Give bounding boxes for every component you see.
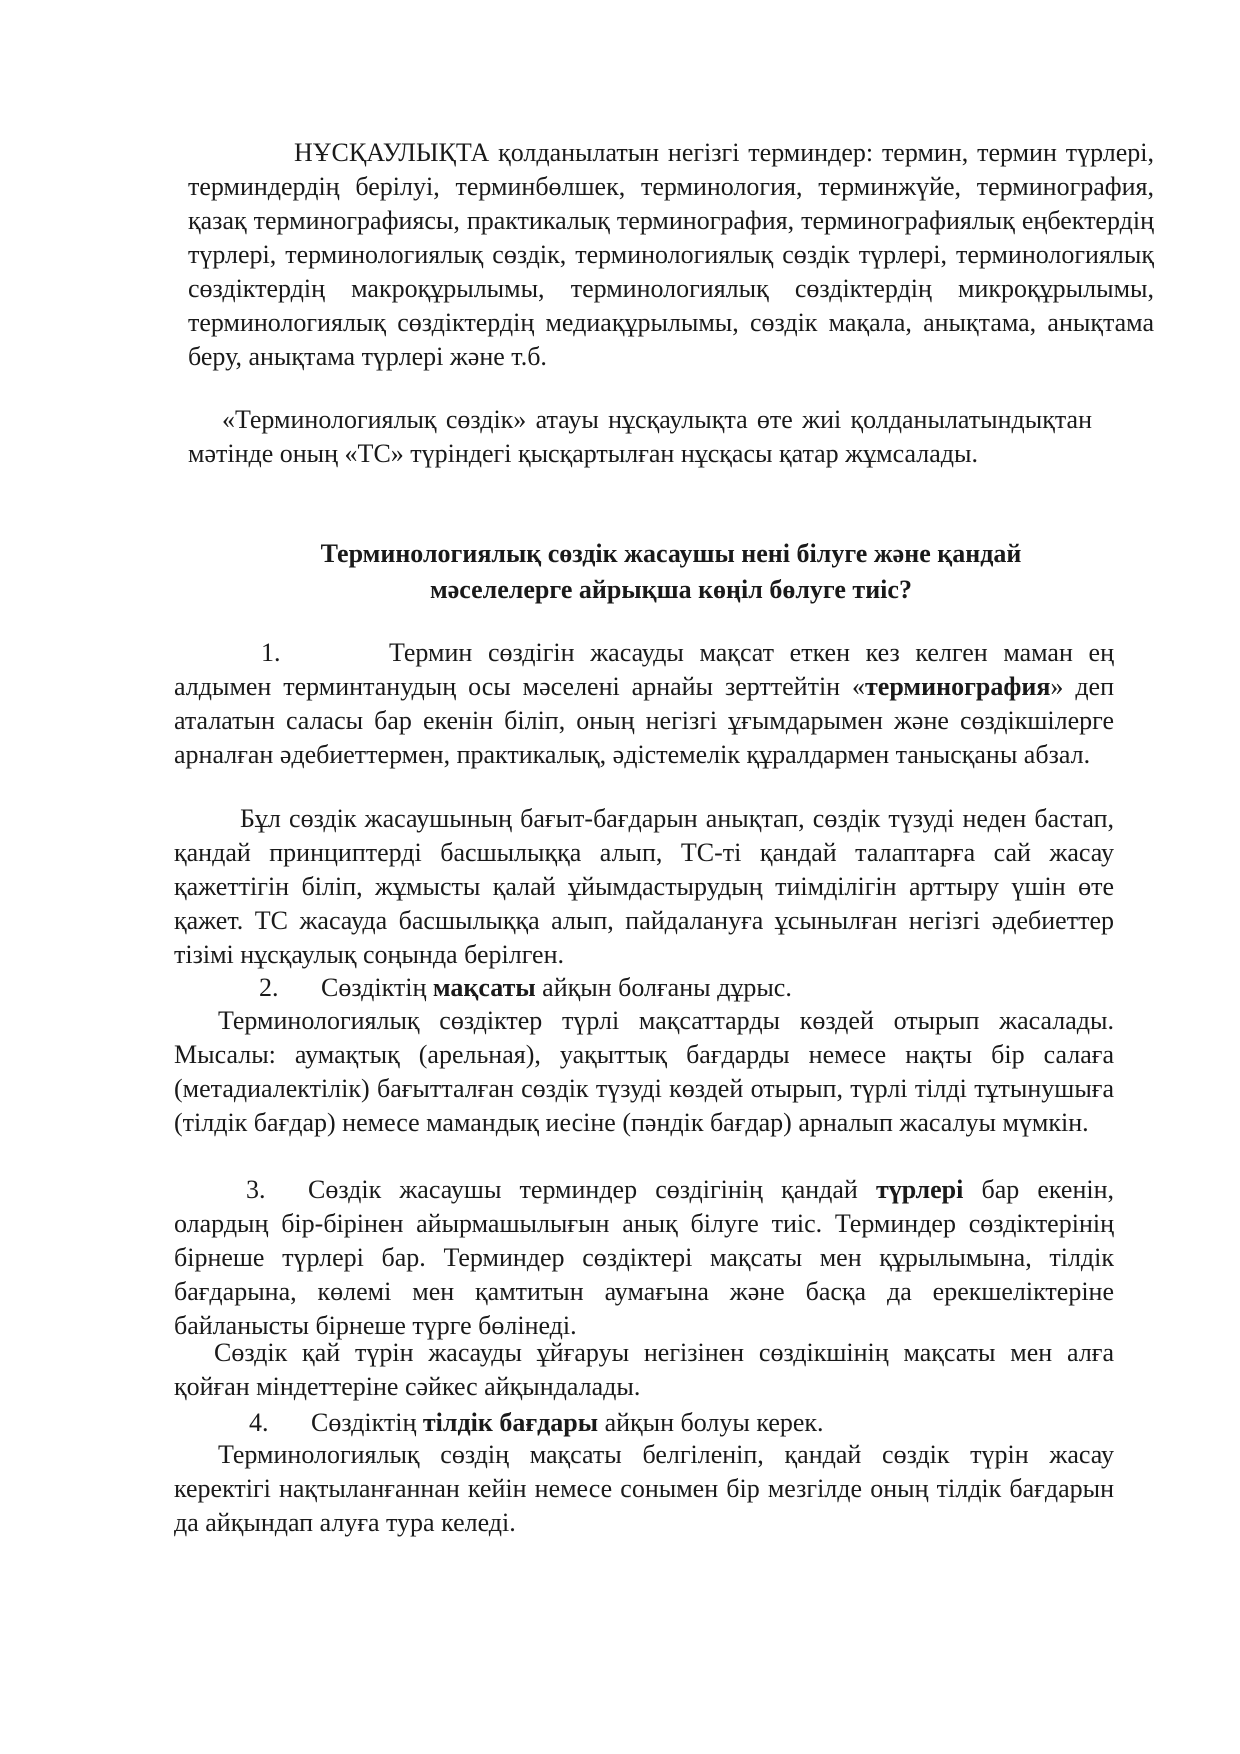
list-item-2 — [174, 971, 1114, 1005]
list-item-text: Термин сөздігін жасауды мақсат еткен кез келген маман ең алдымен терминтанудың осы мәселені арнайы зерттейтін « — [174, 638, 1114, 701]
list-number: 4. — [249, 1408, 269, 1437]
body-paragraph: Терминологиялық сөздіктер түрлі мақсаттарды көздей отырып жасалады. Мысалы: аумақтық (арельная), уақыттық бағдарды немесе нақты бір салаға (метадиалектілік) бағытталған сөздік түзуді көздей отырып, түрлі тілді тұтынушыға (тілдік бағдар) немесе мамандық иесіне (пәндік бағдар) арналып жасалуы мүмкін. — [174, 1006, 1114, 1137]
list-item-text: айқын болғаны дұрыс. — [535, 973, 792, 1002]
abbreviation-note: «Терминологиялық сөздік» атауы нұсқаулықта өте жиі қолданылатындықтан мәтінде оның «ТС» түріндегі қысқартылған нұсқасы қатар жұмсалады. — [188, 405, 1092, 468]
bold-term: түрлері — [875, 1175, 964, 1204]
body-paragraph: Сөздік қай түрін жасауды ұйғаруы негізінен сөздікшінің мақсаты мен алға қойған міндеттеріне сәйкес айқындалады. — [174, 1338, 1114, 1401]
heading-line-2: мәселелерге айрықша көңіл бөлуге тиіс? — [430, 575, 912, 604]
list-item-4 — [174, 1406, 1114, 1440]
list-item-text: айқын болуы керек. — [598, 1408, 824, 1437]
list-number: 3. — [246, 1175, 266, 1204]
body-paragraph: Бұл сөздік жасаушының бағыт-бағдарын анықтап, сөздік түзуді неден бастап, қандай принциптерді басшылыққа алып, ТС-ті қандай талаптарға сай жасау қажеттігін біліп, жұмысты қалай ұйымдастырудың тиімділігін арттыру үшін өте қажет. ТС жасауда басшылыққа алып, пайдалануға ұсынылған негізгі әдебиеттер тізімі нұсқаулық соңында берілген. — [174, 804, 1114, 969]
list-number: 1. — [261, 638, 281, 667]
body-paragraph: Терминологиялық сөздің мақсаты белгіленіп, қандай сөздік түрін жасау керектігі нақтыланғаннан кейін немесе сонымен бір мезгілде оның тілдік бағдарын да айқындап алуға тура келеді. — [174, 1440, 1114, 1537]
bold-term: мақсаты — [432, 973, 536, 1002]
section-heading — [188, 536, 1154, 608]
list-item-text: Сөздік жасаушы терминдер сөздігінің қандай — [308, 1175, 876, 1204]
bold-term: тілдік бағдары — [422, 1408, 599, 1437]
list-item-text: Сөздіктің — [311, 1408, 423, 1437]
list-item-text: » деп аталатын саласы бар екенін біліп, оның негізгі ұғымдарымен және сөздікшілерге арналған әдебиеттермен, практикалық, әдістемелік құралдармен танысқаны абзал. — [174, 672, 1114, 769]
list-number: 2. — [259, 973, 279, 1002]
heading-line-1: Терминологиялық сөздік жасаушы нені білуге және қандай — [320, 539, 1022, 568]
intro-paragraph: НҰСҚАУЛЫҚТА қолданылатын негізгі терминдер: термин, термин түрлері, терминдердің берілуі, терминбөлшек, терминология, терминжүйе, терминография, қазақ терминографиясы, практикалық терминография, терминографиялық еңбектердің түрлері, терминологиялық сөздік, терминологиялық сөздік түрлері, терминологиялық сөздіктердің макроқұрылымы, терминологиялық сөздіктердің микроқұрылымы, терминологиялық сөздіктердің медиақұрылымы, сөздік мақала, анықтама, анықтама беру, анықтама түрлері және т.б. — [188, 138, 1154, 371]
list-item-1 — [174, 636, 1114, 772]
list-item-3 — [174, 1173, 1114, 1343]
list-item-text: Сөздіктің — [321, 973, 433, 1002]
list-item-text: бар екенін, олардың бір-бірінен айырмашылығын анық білуге тиіс. Терминдер сөздіктерінің бірнеше түрлері бар. Терминдер сөздіктері мақсаты мен құрылымына, тілдік бағдарына, көлемі мен қамтитын аумағына және басқа да ерекшеліктеріне байланысты бірнеше түрге бөлінеді. — [174, 1175, 1115, 1340]
bold-term: терминография — [865, 672, 1051, 701]
